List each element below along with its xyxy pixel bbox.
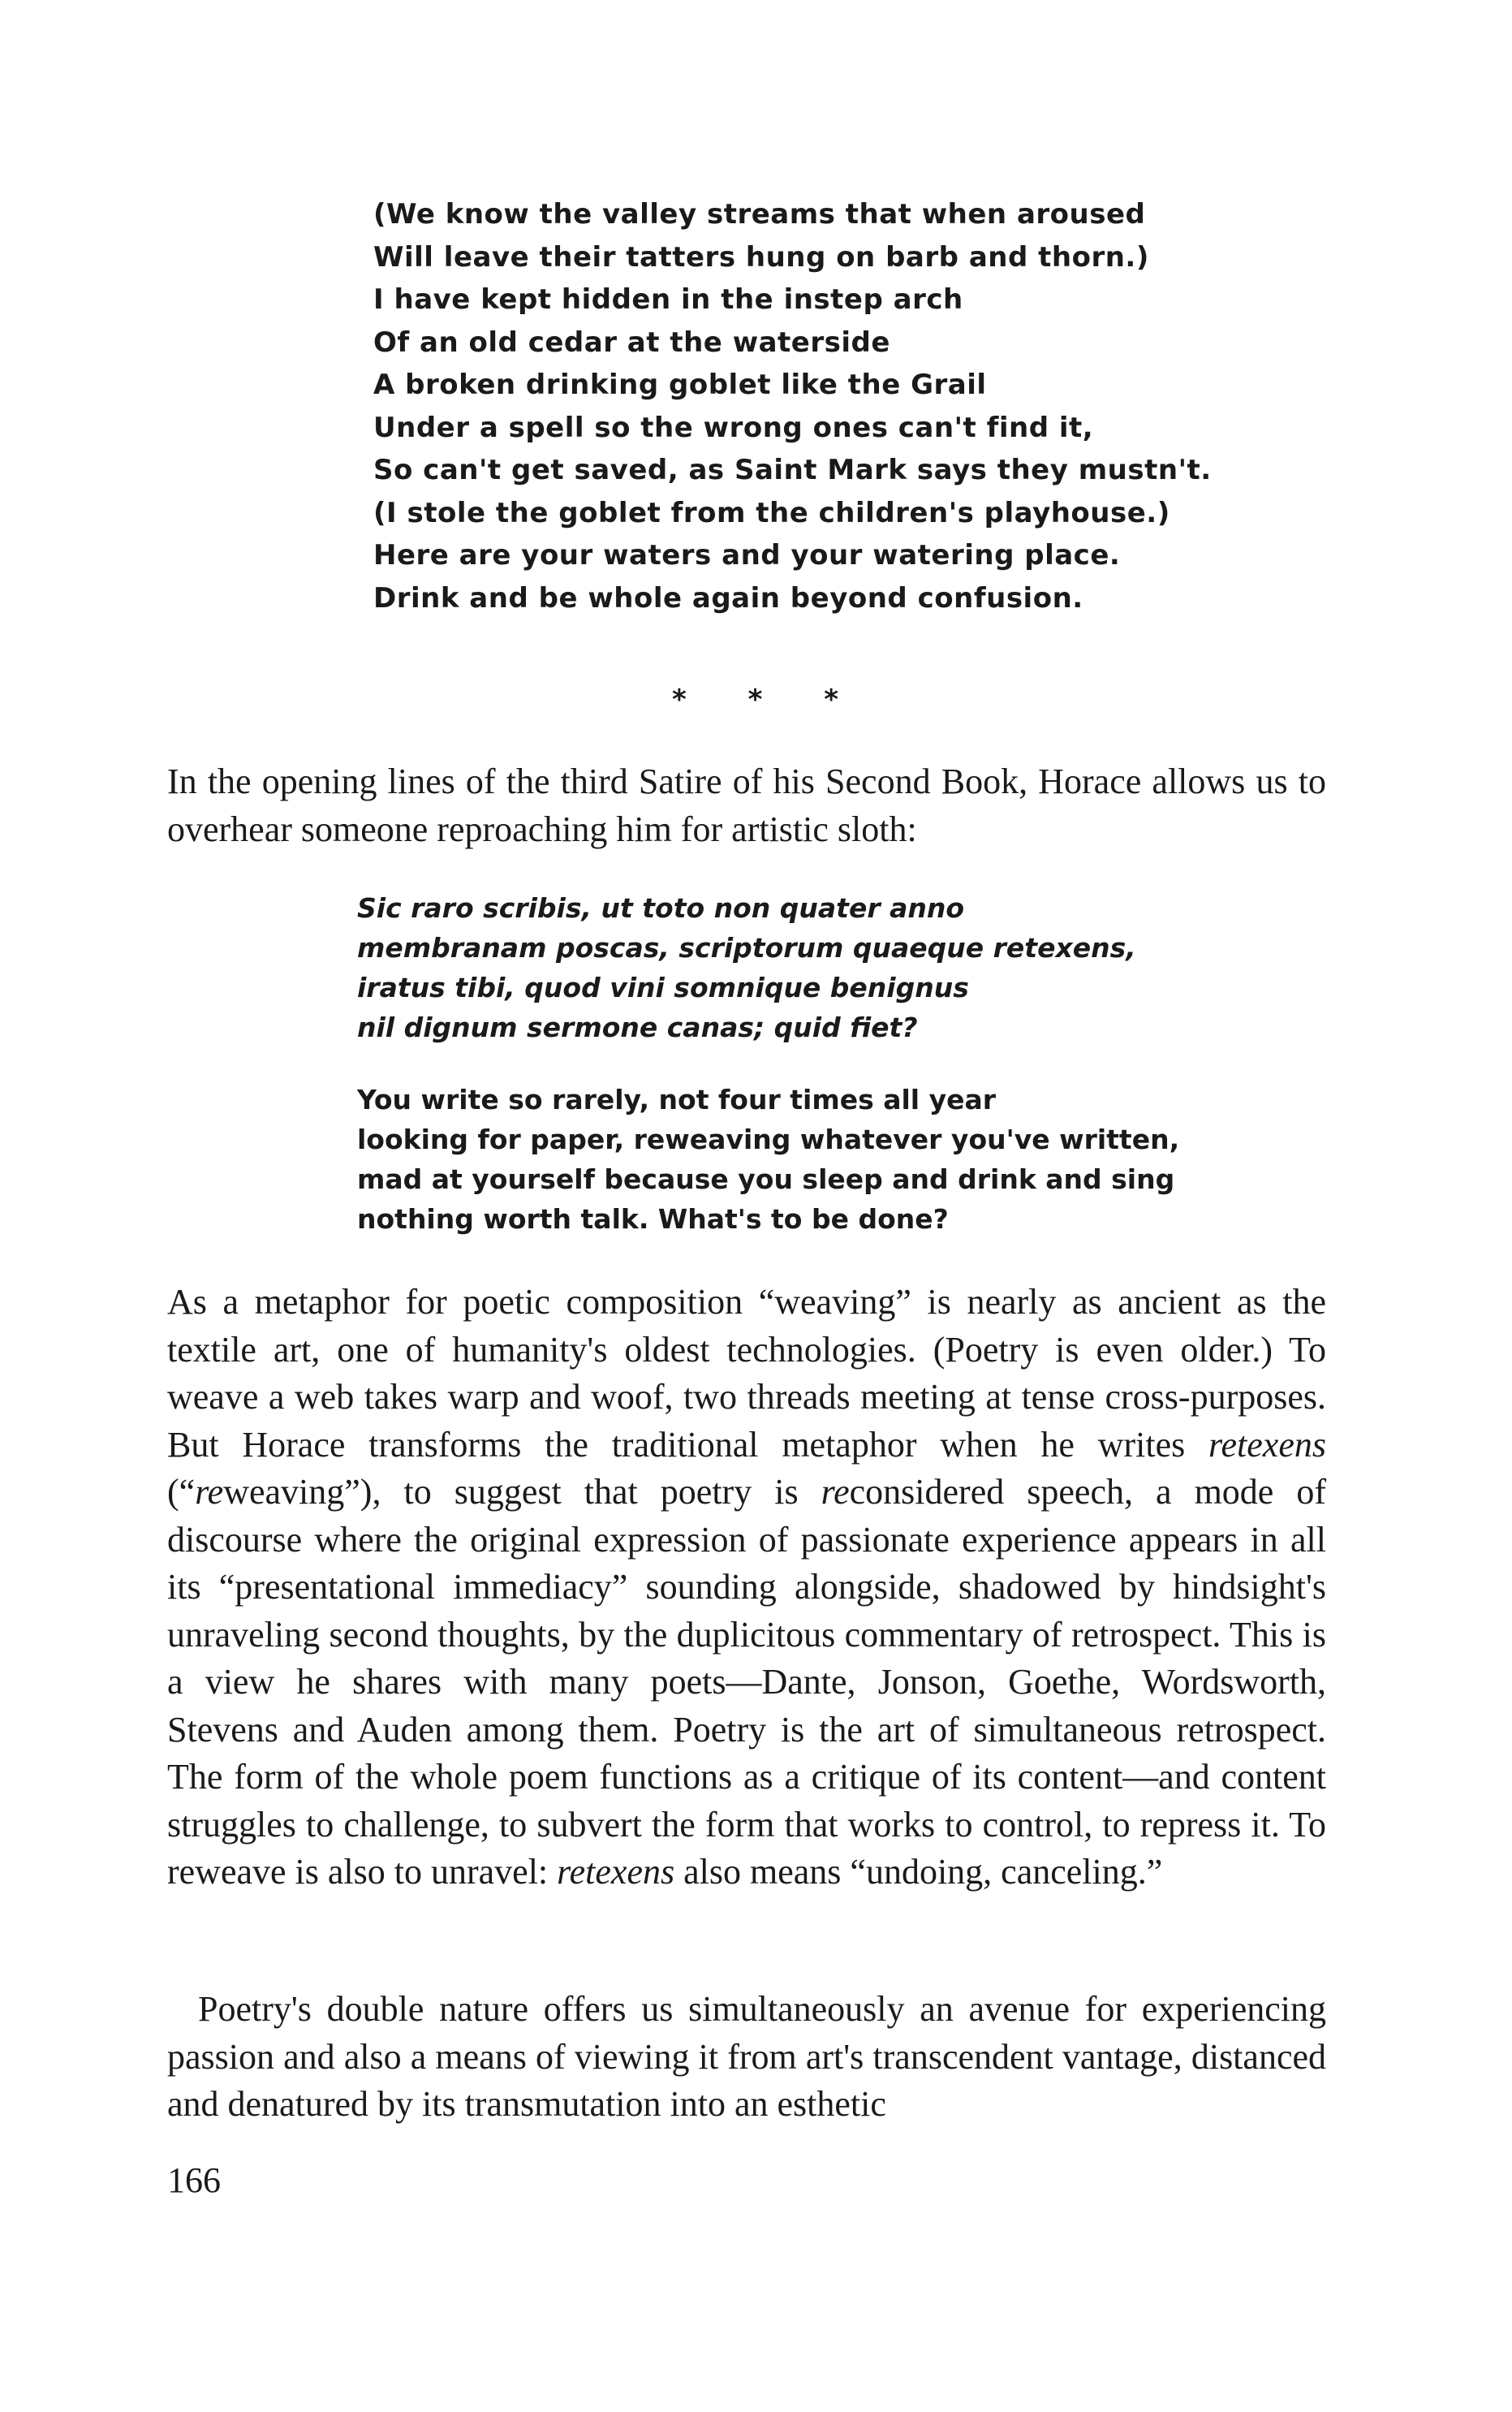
latin-line: nil dignum sermone canas; quid fiet? — [357, 1012, 918, 1043]
poem-line: Of an old cedar at the waterside — [373, 326, 890, 359]
poem-stanza — [373, 193, 1347, 619]
poem-line: A broken drinking goblet like the Grail — [373, 369, 987, 401]
paragraph-text: weaving”), to suggest that poetry is — [223, 1472, 821, 1512]
latin-line: Sic raro scribis, ut toto non quater anno — [357, 892, 965, 924]
latin-quotation — [357, 888, 1331, 1047]
poem-line: (We know the valley streams that when aroused — [373, 198, 1146, 231]
section-separator: * * * — [671, 684, 840, 716]
translation-quotation — [357, 1080, 1331, 1239]
body-paragraph-2: Poetry's double nature offers us simultaneously an avenue for experiencing passion and also a means of viewing it from art's transcendent vantage, distanced and denatured by its transmutation into an esthetic — [167, 1989, 1326, 2124]
translation-line: nothing worth talk. What's to be done? — [357, 1203, 949, 1235]
poem-line: So can't get saved, as Saint Mark says they mustn't. — [373, 454, 1212, 486]
page-number: 166 — [167, 2160, 221, 2200]
latin-term: retexens — [1208, 1424, 1326, 1465]
poem-line: Here are your waters and your watering place. — [373, 539, 1121, 572]
body-paragraph-1 — [167, 1279, 1326, 1896]
paragraph-text: As a metaphor for poetic composition “weaving” is nearly as ancient as the textile art, one of humanity's oldest technologies. (Poetry is even older.) To weave a web takes warp and woof, two threads meeting at tense cross-purposes. But Horace transforms the traditional metaphor when he writes — [167, 1282, 1326, 1465]
latin-line: iratus tibi, quod vini somnique benignus — [357, 972, 969, 1003]
latin-term: retexens — [557, 1852, 675, 1892]
poem-line: I have kept hidden in the instep arch — [373, 283, 963, 316]
latin-line: membranam poscas, scriptorum quaeque retexens, — [357, 932, 1136, 964]
paragraph-text: also means “undoing, canceling.” — [674, 1852, 1163, 1892]
poem-line: Under a spell so the wrong ones can't find it, — [373, 411, 1094, 444]
poem-line: Drink and be whole again beyond confusion. — [373, 581, 1083, 615]
poem-line: Will leave their tatters hung on barb and thorn.) — [373, 240, 1149, 274]
intro-paragraph: In the opening lines of the third Satire of his Second Book, Horace allows us to overhear someone reproaching him for artistic sloth: — [167, 762, 1326, 849]
translation-line: looking for paper, reweaving whatever you've written, — [357, 1124, 1180, 1155]
paragraph-text: (“ — [167, 1472, 196, 1512]
poem-line: (I stole the goblet from the children's playhouse.) — [373, 496, 1170, 529]
emphasis: re — [195, 1472, 224, 1512]
emphasis: re — [821, 1472, 850, 1512]
translation-line: mad at yourself because you sleep and drink and sing — [357, 1163, 1175, 1195]
paragraph-text: considered speech, a mode of discourse where the original expression of passionate experience appears in all its “presentational immediacy” sounding alongside, shadowed by hindsight's unraveling second thoughts, by the duplicitous commentary of retrospect. This is a view he shares with many poets—Dante, Jonson, Goethe, Wordsworth, Stevens and Auden among them. Poetry is the art of simultaneous retrospect. The form of the whole poem functions as a critique of its content—and content struggles to challenge, to subvert the form that works to control, to repress it. To reweave is also to unravel: — [167, 1472, 1326, 1892]
translation-line: You write so rarely, not four times all year — [357, 1084, 997, 1115]
